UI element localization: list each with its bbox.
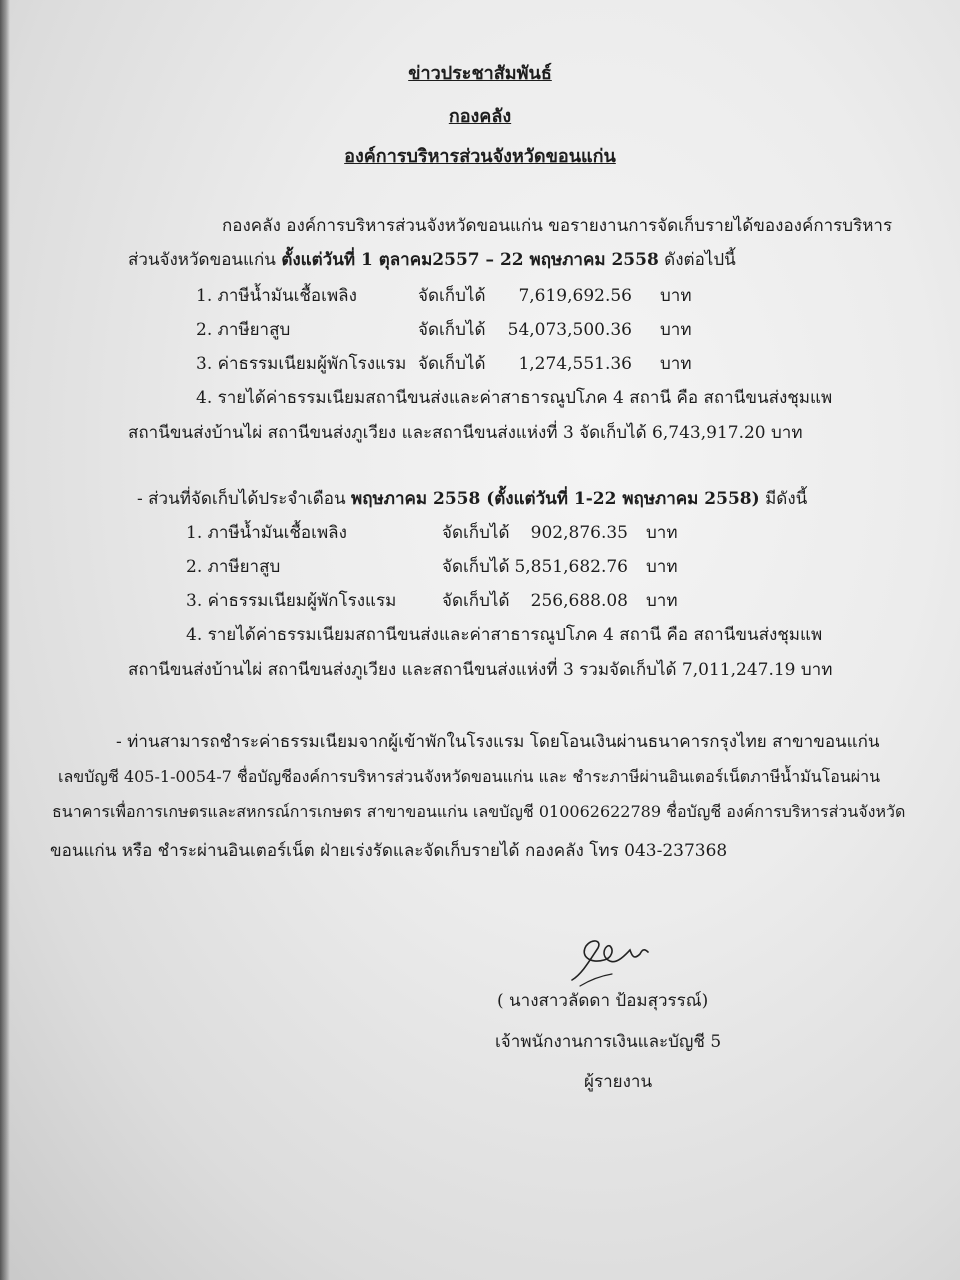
item-collected: จัดเก็บได้ [418, 320, 486, 340]
item-unit: บาท [646, 557, 678, 577]
section1-item4-line-2: สถานีขนส่งบ้านไผ่ สถานีขนส่งภูเวียง และสถานีขนส่งแห่งที่ 3 จัดเก็บได้ 6,743,917.20 บาท [128, 423, 803, 443]
item-collected: จัดเก็บได้ [418, 286, 486, 306]
item-collected: จัดเก็บได้ [442, 557, 510, 577]
organization-heading: องค์การบริหารส่วนจังหวัดขอนแก่น [344, 146, 616, 167]
item-amount: 5,851,682.76 [514, 557, 628, 577]
payment-line-3: ธนาคารเพื่อการเกษตรและสหกรณ์การเกษตร สาขาขอนแก่น เลขบัญชี 010062622789 ชื่อบัญชี องค์การบริหารส่วนจังหวัด [52, 802, 906, 821]
item-label: 3. ค่าธรรมเนียมผู้พักโรงแรม [196, 354, 407, 374]
division-heading: กองคลัง [448, 106, 512, 127]
intro-line-2 [128, 249, 736, 271]
item-unit: บาท [646, 591, 678, 611]
section2-item4-line-2: สถานีขนส่งบ้านไผ่ สถานีขนส่งภูเวียง และสถานีขนส่งแห่งที่ 3 รวมจัดเก็บได้ 7,011,247.19 บาท [128, 660, 833, 680]
item-amount: 7,619,692.56 [518, 286, 632, 306]
section2-item4-line-1: 4. รายได้ค่าธรรมเนียมสถานีขนส่งและค่าสาธารณูปโภค 4 สถานี คือ สถานีขนส่งชุมแพ [186, 625, 823, 645]
section2-period: พฤษภาคม 2558 (ตั้งแต่วันที่ 1-22 พฤษภาคม 2558) [351, 489, 760, 509]
intro-line-1: กองคลัง องค์การบริหารส่วนจังหวัดขอนแก่น ขอรายงานการจัดเก็บรายได้ขององค์การบริหาร [222, 216, 893, 236]
intro-period: ตั้งแต่วันที่ 1 ตุลาคม2557 – 22 พฤษภาคม 2558 [281, 250, 659, 270]
intro-line-2-pre: ส่วนจังหวัดขอนแก่น [128, 250, 282, 270]
payment-line-2: เลขบัญชี 405-1-0054-7 ชื่อบัญชีองค์การบริหารส่วนจังหวัดขอนแก่น และ ชำระภาษีผ่านอินเตอร์เน็ตภาษีน้ำมันโอนผ่าน [58, 767, 881, 786]
item-amount: 256,688.08 [530, 591, 628, 611]
page-edge-shadow [0, 0, 10, 1280]
section1-item4-line-1: 4. รายได้ค่าธรรมเนียมสถานีขนส่งและค่าสาธารณูปโภค 4 สถานี คือ สถานีขนส่งชุมแพ [196, 388, 833, 408]
item-collected: จัดเก็บได้ [418, 354, 486, 374]
item-label: 1. ภาษีน้ำมันเชื้อเพลิง [196, 286, 357, 306]
payment-line-4: ขอนแก่น หรือ ชำระผ่านอินเตอร์เน็ต ฝ่ายเร่งรัดและจัดเก็บรายได้ กองคลัง โทร 043-237368 [50, 841, 728, 861]
signatory-role: ผู้รายงาน [584, 1072, 653, 1092]
item-collected: จัดเก็บได้ [442, 523, 510, 543]
signatory-position: เจ้าพนักงานการเงินและบัญชี 5 [495, 1032, 722, 1052]
signatory-name: ( นางสาวลัดดา ป้อมสุวรรณ์) [497, 991, 709, 1011]
section2-heading [137, 488, 807, 510]
section2-heading-post: มีดังนี้ [759, 489, 808, 509]
item-label: 2. ภาษียาสูบ [186, 557, 281, 577]
item-label: 3. ค่าธรรมเนียมผู้พักโรงแรม [186, 591, 397, 611]
item-amount: 1,274,551.36 [518, 354, 632, 374]
item-label: 2. ภาษียาสูบ [196, 320, 291, 340]
item-unit: บาท [660, 320, 692, 340]
item-unit: บาท [660, 354, 692, 374]
item-amount: 54,073,500.36 [507, 320, 632, 340]
handwritten-signature [560, 930, 660, 992]
item-unit: บาท [646, 523, 678, 543]
item-collected: จัดเก็บได้ [442, 591, 510, 611]
document-title: ข่าวประชาสัมพันธ์ [408, 63, 552, 84]
item-amount: 902,876.35 [530, 523, 628, 543]
section2-heading-pre: - ส่วนที่จัดเก็บได้ประจำเดือน [137, 489, 352, 509]
intro-line-2-post: ดังต่อไปนี้ [658, 250, 736, 270]
item-label: 1. ภาษีน้ำมันเชื้อเพลิง [186, 523, 347, 543]
payment-line-1: - ท่านสามารถชำระค่าธรรมเนียมจากผู้เข้าพักในโรงแรม โดยโอนเงินผ่านธนาคารกรุงไทย สาขาขอนแก่น [116, 732, 880, 752]
item-unit: บาท [660, 286, 692, 306]
